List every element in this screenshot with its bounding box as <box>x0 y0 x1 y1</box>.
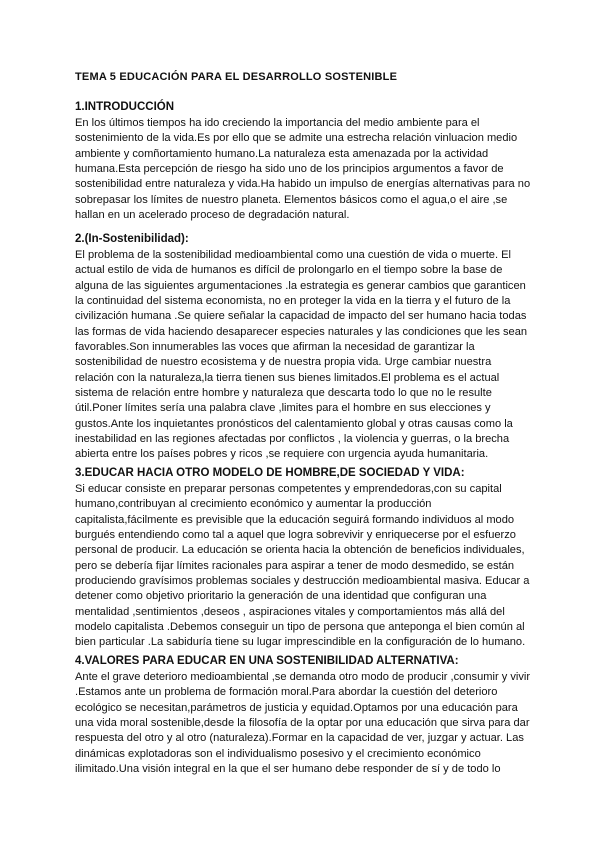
section-4-line: ilimitado.Una visión integral en la que el ser humano debe responder de sí y de todo lo <box>75 763 501 776</box>
section-3-line: modelo capitalista .Debemos conseguir un tipo de persona que anteponga el bien común al <box>75 621 525 634</box>
section-2-line: abierta entre los países pobres y ricos ,se requiere con urgencia ayuda humanitaria. <box>75 448 489 461</box>
section-4-line: respuesta del otro y al otro (naturaleza).Formar en la capacidad de ver, juzgar y actuar. Las <box>75 732 524 745</box>
section-2-line: la continuidad del sistema economista, no en proteger la vida en la tierra y el futuro de la <box>75 295 511 308</box>
section-4-heading: 4.VALORES PARA EDUCAR EN UNA SOSTENIBILIDAD ALTERNATIVA: <box>75 655 459 667</box>
section-1-line: humana.Esta percepción de riesgo ha sido uno de los principios argumentos a favor de <box>75 163 504 176</box>
section-1-line: sobrepasar los límites de nuestro planeta. Elementos básicos como el agua,o el aire ,se <box>75 193 508 206</box>
section-4-body <box>75 670 535 777</box>
section-1-line: sostenimiento de la vida.Es por ello que se admite una estrecha relación vinluacion medio <box>75 132 518 145</box>
section-2-line: civilización humana .Se quiere señalar la capacidad de impacto del ser humano hacia todas <box>75 310 527 323</box>
document-title: TEMA 5 EDUCACIÓN PARA EL DESARROLLO SOSTENIBLE <box>75 71 398 83</box>
section-2-line: relación con la naturaleza,la tierra tienen sus bienes limitados.El problema es el actual <box>75 371 500 384</box>
section-1-line: En los últimos tiempos ha ido creciendo la importancia del medio ambiente para el <box>75 117 480 129</box>
section-2-line: El problema de la sostenibilidad medioambiental como una cuestión de vida o muerte. El <box>75 249 511 261</box>
section-3-line: produciendo gravísimos problemas sociales y destrucción medioambiental masiva. Educar a <box>75 575 530 588</box>
section-4-line: una vida moral sostenible,desde la filosofía de la optar por una educación que sirva para dar <box>75 717 530 730</box>
section-2-line: actual estilo de vida de humanos es difícil de prolongarlo en el tiempo sobre la base de <box>75 264 503 277</box>
section-3-line: humano,contribuyan al crecimiento económico y aumentar la producción <box>75 498 432 511</box>
section-2-line: alguna de las siguientes argumentaciones .la estrategia es generar cambios que garanticen <box>75 279 526 292</box>
section-2-line: gustos.Ante los inquietantes pronósticos del calentamiento global y otras causas como la <box>75 417 513 430</box>
section-3-line: burgués entendiendo como tal a aquel que logra sobrevivir y enriquecerse por el esfuerzo <box>75 529 516 542</box>
section-3-heading: 3.EDUCAR HACIA OTRO MODELO DE HOMBRE,DE SOCIEDAD Y VIDA: <box>75 467 465 479</box>
section-3-line: bien particular .La sabiduría tiene su lugar imprescindible en la configuración de lo humano. <box>75 636 526 649</box>
section-3-line: capitalista,fácilmente es previsible que la educación seguirá formando individuos al modo <box>75 513 515 526</box>
section-2-line: inestabilidad en las regiones afectadas por conflictos , la violencia y guerras, o la brecha <box>75 433 510 446</box>
section-2-line: sistema de relación entre hombre y naturaleza que descarta todo lo que no le resulte <box>75 387 492 400</box>
section-4-line: dinámicas explotadoras son el individualismo posesivo y el crecimiento económico <box>75 747 481 760</box>
section-3-line: personal de producir. La educación se orienta hacia la obtención de beneficios individuales, <box>75 544 525 557</box>
section-1-line: hallan en un acelerado proceso de degradación natural. <box>75 209 350 222</box>
section-4-line: Ante el grave deterioro medioambiental ,se demanda otro modo de producir ,consumir y vivir <box>75 671 531 683</box>
section-3-line: Si educar consiste en preparar personas competentes y emprendedoras,con su capital <box>75 483 502 495</box>
section-1-line: sostenibilidad entre naturaleza y vida.Ha habido un impulso de energías alternativas para no <box>75 178 531 191</box>
section-2-line: útil.Poner límites sería una palabra clave ,limites para el hombre en sus elecciones y <box>75 402 491 415</box>
section-3-body <box>75 482 535 651</box>
section-2-body <box>75 248 535 463</box>
section-2-heading: 2.(In-Sostenibilidad): <box>75 233 189 245</box>
section-4-line: .Estamos ante un problema de formación moral.Para abordar la cuestión del deterioro <box>75 686 498 699</box>
section-1-body <box>75 116 535 223</box>
section-3-line: mentalidad ,sentimientos ,deseos , aspiraciones vitales y comportamientos más allá del <box>75 605 505 618</box>
section-3-line: detener como objetivo prioritario la generación de una identidad que configuran una <box>75 590 487 603</box>
section-1-heading: 1.INTRODUCCIÓN <box>75 101 175 113</box>
section-4-line: ecológico se necesitan,parámetros de justicia y equidad.Optamos por una educación para <box>75 701 518 714</box>
section-2-line: sostenibilidad de nuestro ecosistema y de nuestra propia vida. Urge cambiar nuestra <box>75 356 492 369</box>
section-3-line: pero se debería fijar límites racionales para aspirar a tener de modo desmedido, se están <box>75 559 515 572</box>
section-2-line: las formas de vida haciendo desaparecer especies naturales y las condiciones que les sean <box>75 325 528 338</box>
section-1-line: ambiente y comñortamiento humano.La naturaleza esta amenazada por la actividad <box>75 147 489 160</box>
section-2-line: favorables.Son innumerables las voces que afirman la necesidad de garantizar la <box>75 341 475 354</box>
